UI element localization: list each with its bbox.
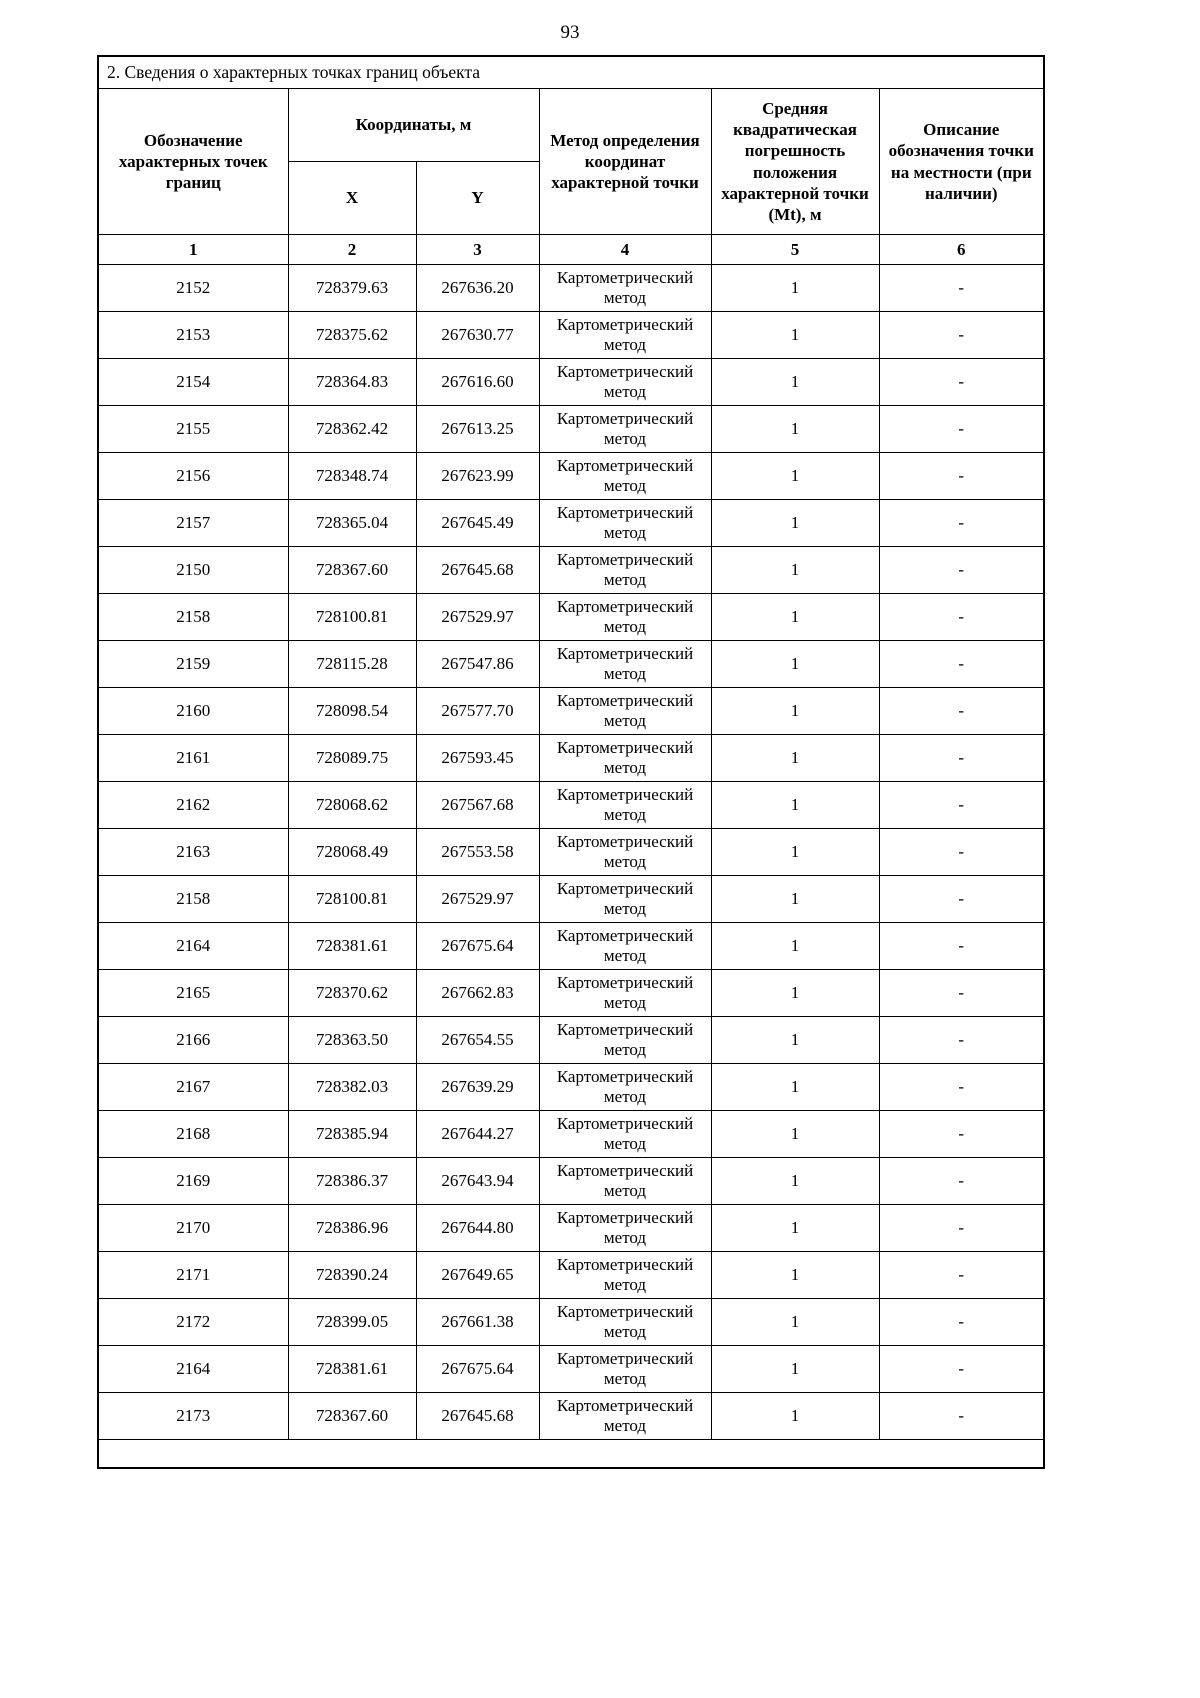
table-row: [98, 312, 1044, 359]
cell-mt: 1: [711, 1393, 879, 1440]
cell-point: 2164: [98, 1346, 288, 1393]
column-number: 3: [416, 235, 539, 265]
cell-method: Картометрический метод: [539, 782, 711, 829]
cell-y: 267577.70: [416, 688, 539, 735]
cell-x: 728100.81: [288, 876, 416, 923]
cell-method: Картометрический метод: [539, 500, 711, 547]
cell-method: Картометрический метод: [539, 923, 711, 970]
cell-mt: 1: [711, 782, 879, 829]
table-row: [98, 1017, 1044, 1064]
cell-mt: 1: [711, 312, 879, 359]
cell-y: 267649.65: [416, 1252, 539, 1299]
cell-mt: 1: [711, 265, 879, 312]
cell-mt: 1: [711, 1158, 879, 1205]
cell-mt: 1: [711, 735, 879, 782]
cell-point: 2159: [98, 641, 288, 688]
cell-desc: -: [879, 406, 1044, 453]
cell-x: 728375.62: [288, 312, 416, 359]
cell-mt: 1: [711, 547, 879, 594]
cell-y: 267636.20: [416, 265, 539, 312]
cell-y: 267639.29: [416, 1064, 539, 1111]
cell-x: 728364.83: [288, 359, 416, 406]
cell-desc: -: [879, 1393, 1044, 1440]
table-header-row: [98, 89, 1044, 162]
cell-mt: 1: [711, 453, 879, 500]
cell-desc: -: [879, 1017, 1044, 1064]
cell-mt: 1: [711, 923, 879, 970]
cell-y: 267613.25: [416, 406, 539, 453]
cell-x: 728382.03: [288, 1064, 416, 1111]
table-row: [98, 829, 1044, 876]
cell-x: 728381.61: [288, 923, 416, 970]
cell-mt: 1: [711, 594, 879, 641]
table-row: [98, 500, 1044, 547]
cell-desc: -: [879, 876, 1044, 923]
cell-mt: 1: [711, 1299, 879, 1346]
cell-method: Картометрический метод: [539, 1111, 711, 1158]
cell-method: Картометрический метод: [539, 312, 711, 359]
cell-method: Картометрический метод: [539, 547, 711, 594]
cell-mt: 1: [711, 359, 879, 406]
cell-point: 2165: [98, 970, 288, 1017]
cell-desc: -: [879, 1346, 1044, 1393]
cell-desc: -: [879, 312, 1044, 359]
cell-point: 2158: [98, 594, 288, 641]
cell-desc: -: [879, 829, 1044, 876]
cell-point: 2172: [98, 1299, 288, 1346]
cell-y: 267630.77: [416, 312, 539, 359]
cell-y: 267529.97: [416, 594, 539, 641]
cell-x: 728386.96: [288, 1205, 416, 1252]
empty-row: [98, 1440, 1044, 1468]
cell-method: Картометрический метод: [539, 1064, 711, 1111]
cell-method: Картометрический метод: [539, 1252, 711, 1299]
cell-point: 2155: [98, 406, 288, 453]
cell-desc: -: [879, 688, 1044, 735]
cell-point: 2163: [98, 829, 288, 876]
column-number: 2: [288, 235, 416, 265]
table-row: [98, 359, 1044, 406]
cell-method: Картометрический метод: [539, 970, 711, 1017]
cell-x: 728367.60: [288, 1393, 416, 1440]
cell-point: 2162: [98, 782, 288, 829]
cell-x: 728381.61: [288, 1346, 416, 1393]
cell-desc: -: [879, 1299, 1044, 1346]
column-number: 6: [879, 235, 1044, 265]
table-row: [98, 406, 1044, 453]
header-point-designation: Обозначение характерных точек границ: [98, 89, 288, 235]
cell-point: 2173: [98, 1393, 288, 1440]
header-x: X: [288, 162, 416, 235]
cell-x: 728089.75: [288, 735, 416, 782]
cell-desc: -: [879, 1205, 1044, 1252]
cell-y: 267547.86: [416, 641, 539, 688]
table-row: [98, 1393, 1044, 1440]
cell-mt: 1: [711, 1346, 879, 1393]
table-row: [98, 876, 1044, 923]
table-row: [98, 1252, 1044, 1299]
cell-y: 267645.68: [416, 547, 539, 594]
cell-point: 2152: [98, 265, 288, 312]
page-number: 93: [560, 22, 580, 43]
cell-mt: 1: [711, 1205, 879, 1252]
header-mt: Средняя квадратическая погрешность положения характерной точки (Mt), м: [711, 89, 879, 235]
cell-x: 728362.42: [288, 406, 416, 453]
cell-desc: -: [879, 500, 1044, 547]
cell-x: 728370.62: [288, 970, 416, 1017]
cell-y: 267675.64: [416, 1346, 539, 1393]
empty-cell: [98, 1440, 1044, 1468]
table-row: [98, 265, 1044, 312]
cell-x: 728098.54: [288, 688, 416, 735]
cell-desc: -: [879, 1158, 1044, 1205]
cell-y: 267593.45: [416, 735, 539, 782]
cell-y: 267645.49: [416, 500, 539, 547]
cell-y: 267529.97: [416, 876, 539, 923]
table-title: 2. Сведения о характерных точках границ объекта: [98, 56, 1044, 89]
table-row: [98, 1064, 1044, 1111]
table-title-row: [98, 56, 1044, 89]
cell-y: 267623.99: [416, 453, 539, 500]
table-row: [98, 970, 1044, 1017]
cell-desc: -: [879, 1064, 1044, 1111]
cell-method: Картометрический метод: [539, 829, 711, 876]
cell-point: 2166: [98, 1017, 288, 1064]
header-method: Метод определения координат характерной точки: [539, 89, 711, 235]
cell-point: 2153: [98, 312, 288, 359]
cell-y: 267654.55: [416, 1017, 539, 1064]
table-row: [98, 594, 1044, 641]
cell-mt: 1: [711, 829, 879, 876]
cell-method: Картометрический метод: [539, 594, 711, 641]
cell-point: 2157: [98, 500, 288, 547]
cell-method: Картометрический метод: [539, 641, 711, 688]
cell-mt: 1: [711, 641, 879, 688]
cell-method: Картометрический метод: [539, 876, 711, 923]
cell-y: 267661.38: [416, 1299, 539, 1346]
cell-x: 728390.24: [288, 1252, 416, 1299]
cell-desc: -: [879, 923, 1044, 970]
cell-y: 267616.60: [416, 359, 539, 406]
cell-method: Картометрический метод: [539, 1299, 711, 1346]
cell-method: Картометрический метод: [539, 453, 711, 500]
cell-x: 728365.04: [288, 500, 416, 547]
cell-point: 2156: [98, 453, 288, 500]
cell-method: Картометрический метод: [539, 735, 711, 782]
cell-point: 2161: [98, 735, 288, 782]
cell-y: 267644.27: [416, 1111, 539, 1158]
cell-x: 728115.28: [288, 641, 416, 688]
cell-mt: 1: [711, 970, 879, 1017]
cell-x: 728363.50: [288, 1017, 416, 1064]
cell-mt: 1: [711, 1252, 879, 1299]
table-row: [98, 1346, 1044, 1393]
table-row: [98, 688, 1044, 735]
cell-point: 2158: [98, 876, 288, 923]
table-row: [98, 1111, 1044, 1158]
header-coordinates: Координаты, м: [288, 89, 539, 162]
cell-desc: -: [879, 453, 1044, 500]
cell-y: 267645.68: [416, 1393, 539, 1440]
cell-y: 267675.64: [416, 923, 539, 970]
cell-mt: 1: [711, 1017, 879, 1064]
boundary-points-table: [97, 55, 1045, 1469]
table-row: [98, 923, 1044, 970]
table-row: [98, 453, 1044, 500]
cell-mt: 1: [711, 1111, 879, 1158]
cell-desc: -: [879, 547, 1044, 594]
cell-mt: 1: [711, 1064, 879, 1111]
cell-y: 267643.94: [416, 1158, 539, 1205]
cell-y: 267553.58: [416, 829, 539, 876]
cell-method: Картометрический метод: [539, 406, 711, 453]
header-y: Y: [416, 162, 539, 235]
cell-method: Картометрический метод: [539, 1393, 711, 1440]
cell-y: 267567.68: [416, 782, 539, 829]
table-row: [98, 782, 1044, 829]
cell-method: Картометрический метод: [539, 1017, 711, 1064]
cell-method: Картометрический метод: [539, 359, 711, 406]
cell-mt: 1: [711, 688, 879, 735]
column-number: 4: [539, 235, 711, 265]
cell-y: 267644.80: [416, 1205, 539, 1252]
cell-method: Картометрический метод: [539, 688, 711, 735]
cell-desc: -: [879, 1252, 1044, 1299]
cell-point: 2171: [98, 1252, 288, 1299]
cell-point: 2150: [98, 547, 288, 594]
cell-desc: -: [879, 970, 1044, 1017]
cell-desc: -: [879, 594, 1044, 641]
table-row: [98, 1299, 1044, 1346]
cell-x: 728386.37: [288, 1158, 416, 1205]
cell-desc: -: [879, 641, 1044, 688]
cell-desc: -: [879, 782, 1044, 829]
cell-x: 728385.94: [288, 1111, 416, 1158]
cell-method: Картометрический метод: [539, 1346, 711, 1393]
cell-mt: 1: [711, 406, 879, 453]
cell-desc: -: [879, 1111, 1044, 1158]
cell-desc: -: [879, 359, 1044, 406]
cell-x: 728399.05: [288, 1299, 416, 1346]
column-number-row: [98, 235, 1044, 265]
table-row: [98, 1158, 1044, 1205]
cell-x: 728100.81: [288, 594, 416, 641]
cell-y: 267662.83: [416, 970, 539, 1017]
cell-x: 728348.74: [288, 453, 416, 500]
cell-point: 2168: [98, 1111, 288, 1158]
column-number: 1: [98, 235, 288, 265]
cell-mt: 1: [711, 500, 879, 547]
cell-point: 2154: [98, 359, 288, 406]
table-row: [98, 547, 1044, 594]
table-row: [98, 1205, 1044, 1252]
cell-mt: 1: [711, 876, 879, 923]
cell-x: 728068.62: [288, 782, 416, 829]
cell-point: 2169: [98, 1158, 288, 1205]
cell-x: 728379.63: [288, 265, 416, 312]
cell-desc: -: [879, 735, 1044, 782]
cell-x: 728068.49: [288, 829, 416, 876]
cell-x: 728367.60: [288, 547, 416, 594]
header-description: Описание обозначения точки на местности (при наличии): [879, 89, 1044, 235]
cell-method: Картометрический метод: [539, 1205, 711, 1252]
cell-method: Картометрический метод: [539, 265, 711, 312]
cell-desc: -: [879, 265, 1044, 312]
cell-point: 2170: [98, 1205, 288, 1252]
table-row: [98, 641, 1044, 688]
cell-method: Картометрический метод: [539, 1158, 711, 1205]
cell-point: 2167: [98, 1064, 288, 1111]
table-row: [98, 735, 1044, 782]
cell-point: 2164: [98, 923, 288, 970]
column-number: 5: [711, 235, 879, 265]
cell-point: 2160: [98, 688, 288, 735]
